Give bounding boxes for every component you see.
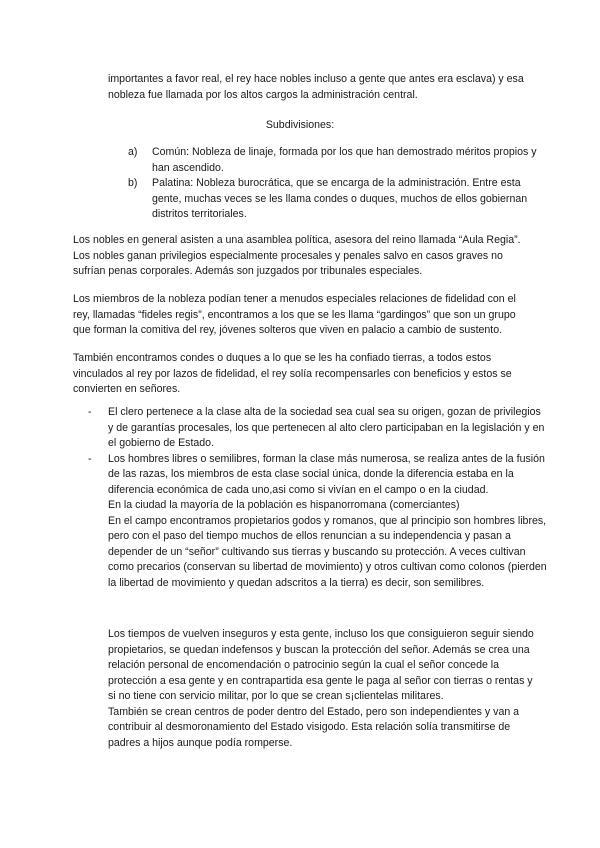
intro-paragraph: importantes a favor real, el rey hace nobles incluso a gente que antes era esclava) y esa nobleza fue llamada por los altos cargos la administración central. (108, 73, 524, 101)
paragraph-condes-duques: También encontramos condes o duques a lo que se les ha confiado tierras, a todos estos vinculados al rey por lazos de fidelidad, el rey solía recompensarles con beneficios y estos se convierten en señores. (73, 352, 512, 395)
list-paragraph: El clero pertenece a la clase alta de la sociedad sea cual sea su origen, gozan de privilegios y de garantías procesales, los que pertenecen al alto clero participaban en la legislación y en el gobierno de Estado. (108, 406, 545, 449)
bullet-list (88, 405, 548, 591)
subdivision-item (128, 176, 548, 223)
closing-section (108, 627, 538, 751)
list-marker: - (88, 452, 92, 465)
paragraph-fideles-regis: Los miembros de la nobleza podían tener a menudos especiales relaciones de fidelidad con el rey, llamadas “fideles regis”, encontramos a los que se les llama “gardingos” que son un grupo que forman la comitiva del rey, jóvenes solteros que viven en palacio a cambio de sustento. (73, 293, 516, 336)
list-marker: b) (128, 177, 138, 189)
list-paragraph: En el campo encontramos propietarios godos y romanos, que al principio son hombres libres, pero con el paso del tiempo muchos de ellos renuncian a su independencia y pasan a depender de un “señor” cultivando sus tierras y buscando su protección. A veces cultivan como precarios (conservan su libertad de movimiento) y otros cultivan como colonos (pierden la libertad de movimiento y quedan adscritos a la tierra) es decir, son semilibres. (108, 514, 547, 589)
subdivisions-heading: Subdivisiones: (265, 119, 335, 131)
subdivisions-list (128, 145, 548, 223)
paragraph-aula-regia: Los nobles en general asisten a una asamblea política, asesora del reino llamada “Aula Regia”. Los nobles ganan privilegios especialmente procesales y penales salvo en casos graves no sufrían penas corporales. Además son juzgados por tribunales especiales. (73, 234, 521, 277)
list-item-clero (88, 405, 548, 452)
subdivision-item (128, 145, 548, 176)
list-marker: a) (128, 146, 138, 158)
list-marker: - (88, 406, 92, 418)
list-item-hombres-libres (88, 452, 548, 592)
list-paragraph: Los hombres libres o semilibres, forman la clase más numerosa, se realiza antes de la fusión de las razas, los miembros de esta clase social única, donde la diferencia estaba en la diferencia económica de cada uno,asi como si vivían en el campo o en la ciudad. (108, 452, 545, 496)
closing-paragraph: Los tiempos de vuelven inseguros y esta gente, incluso los que consiguieron seguir siendo propietarios, se quedan indefensos y buscan la protección del señor. Además se crea una relación personal de encomendación o patrocinio según la cual el señor concede la protección a esa gente y en contrapartida esa gente le paga al señor con tierras o rentas y si no tiene con servicio militar, por lo que se crean s¡clientelas militares. (108, 628, 534, 702)
closing-paragraph: También se crean centros de poder dentro del Estado, pero son independientes y van a contribuir al desmoronamiento del Estado visigodo. Esta relación solía transmitirse de padres a hijos aunque podía romperse. (108, 705, 520, 749)
subdivision-text: Común: Nobleza de linaje, formada por los que han demostrado méritos propios y han ascendido. (152, 146, 537, 174)
list-paragraph: En la ciudad la mayoría de la población es hispanorromana (comerciantes) (108, 499, 460, 511)
subdivision-text: Palatina: Nobleza burocrática, que se encarga de la administración. Entre esta gente, muchas veces se les llama condes o duques, muchos de ellos gobiernan distritos territoriales. (152, 177, 528, 220)
